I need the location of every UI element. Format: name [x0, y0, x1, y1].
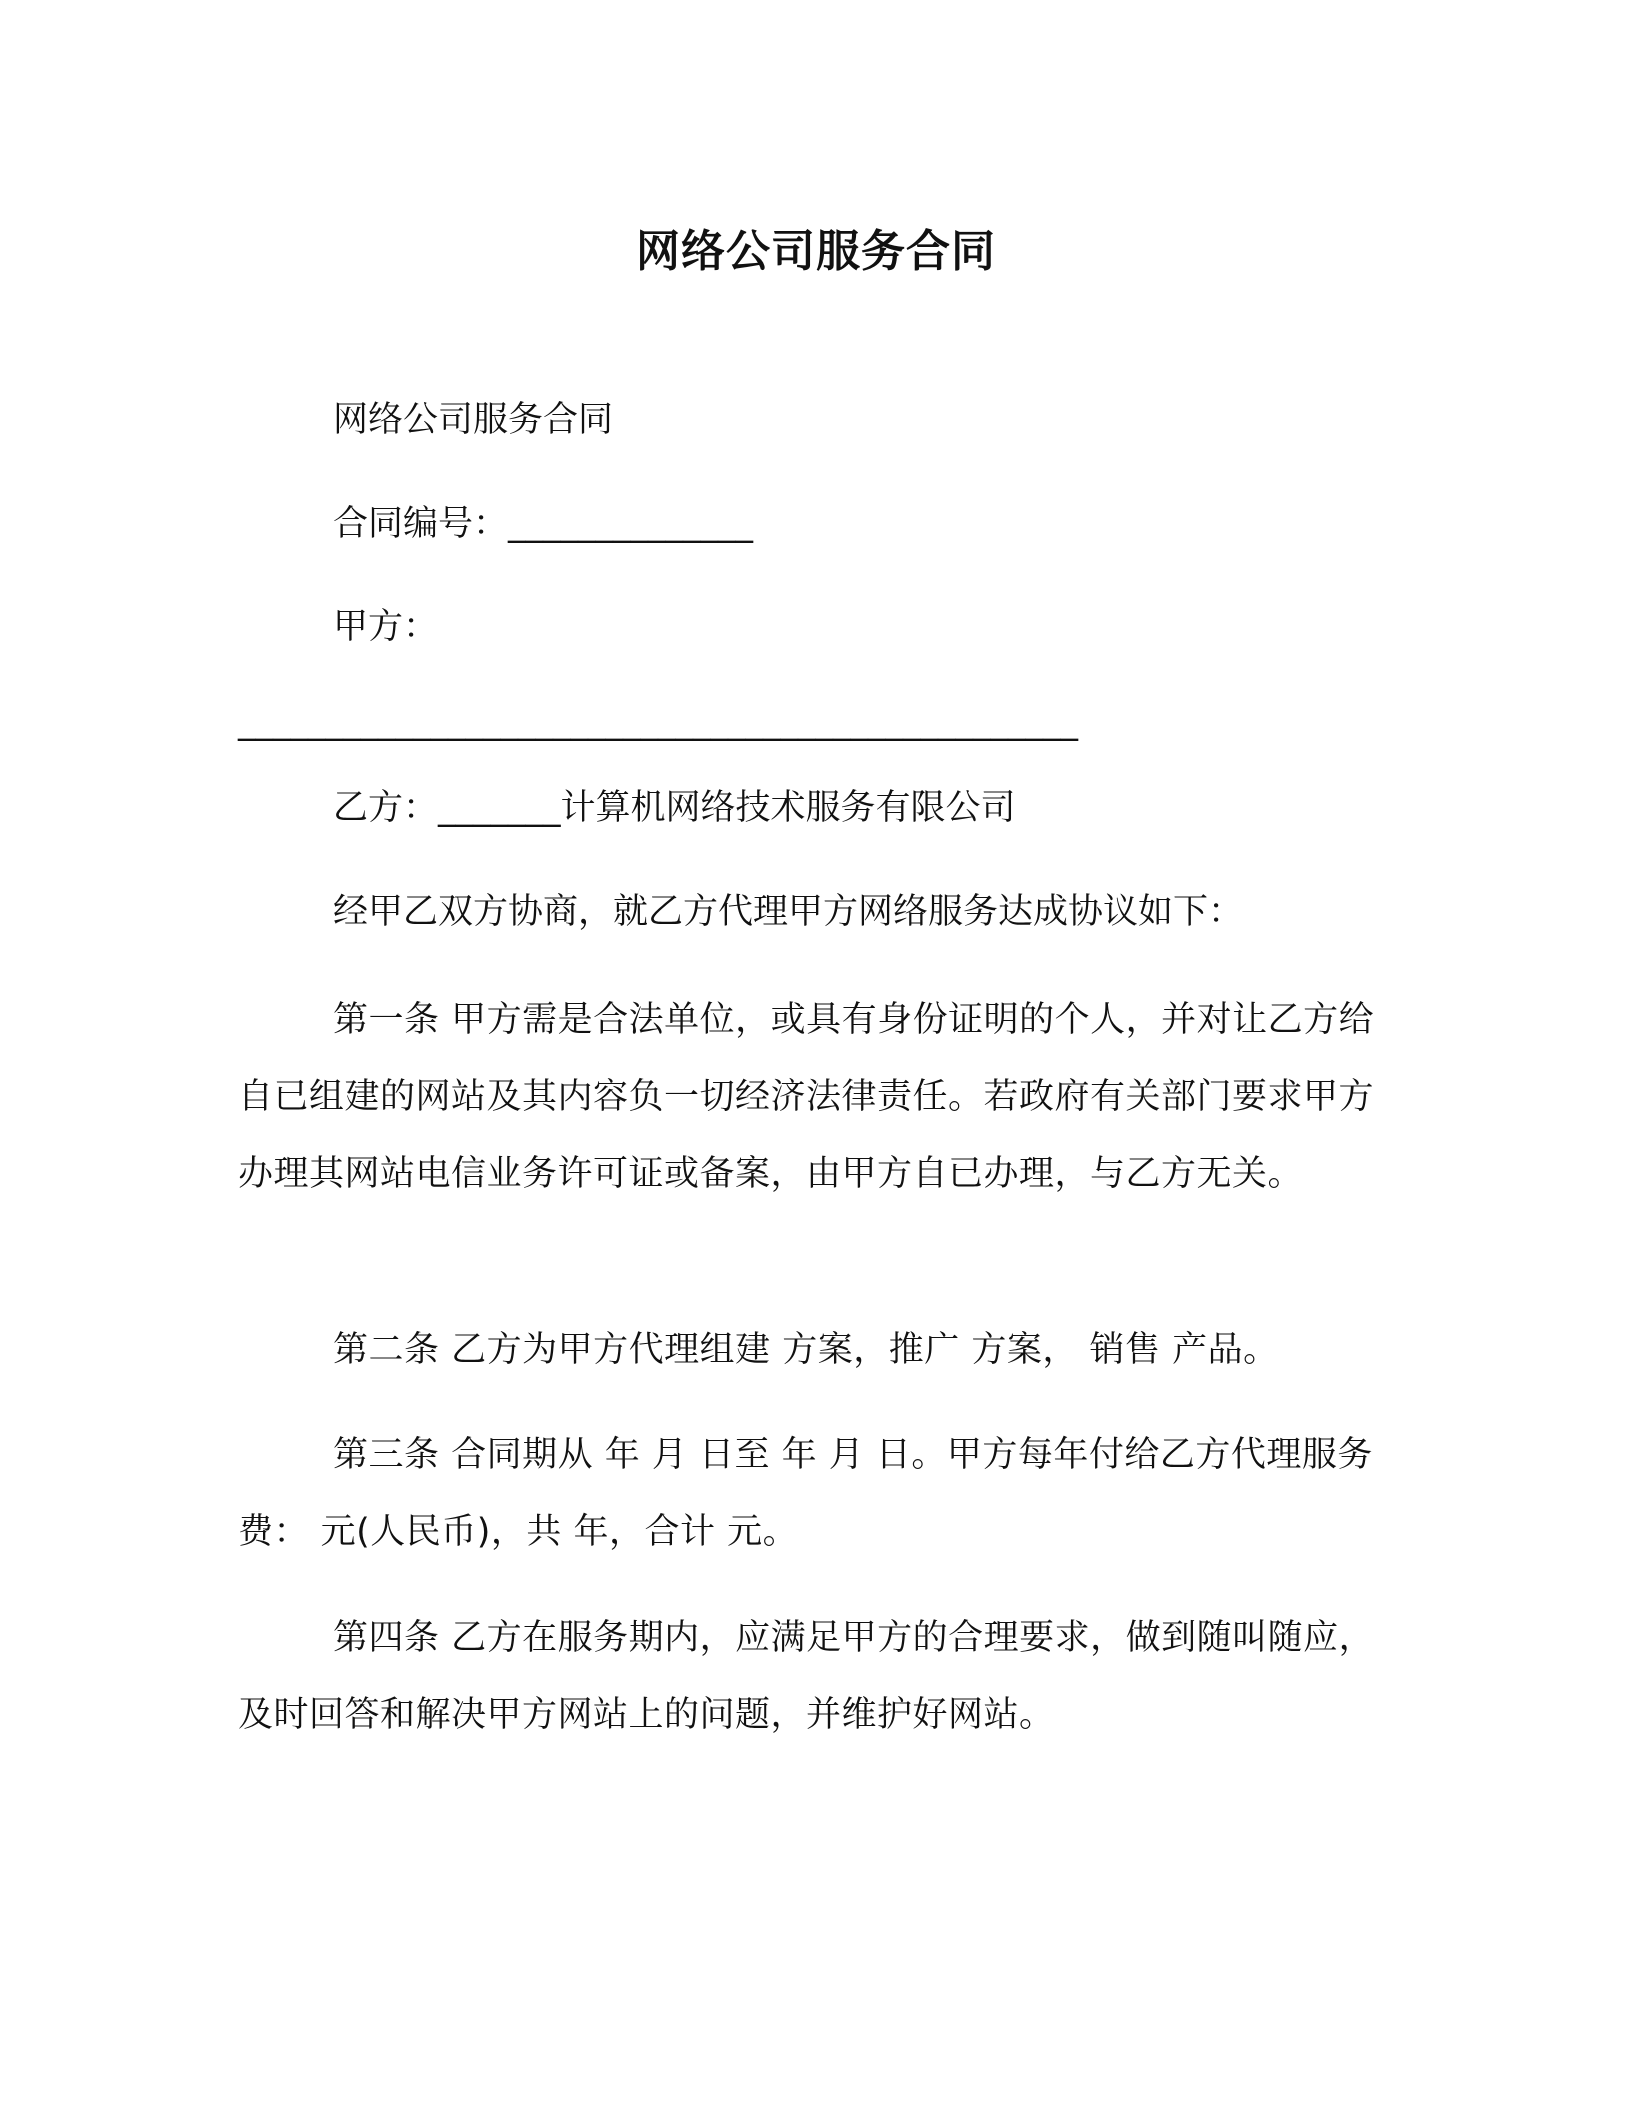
preamble: 经甲乙双方协商，就乙方代理甲方网络服务达成协议如下： [333, 892, 1244, 932]
subtitle: 网络公司服务合同 [333, 400, 614, 440]
party-a-blank: ________________________________________________ [238, 702, 1078, 742]
article-2: 第二条 乙方为甲方代理组建 方案，推广 方案， 销售 产品。 [333, 1330, 1279, 1370]
contract-number-line: 合同编号：______________ [333, 504, 754, 544]
article-4: 第四条 乙方在服务期内，应满足甲方的合理要求，做到随叫随应，及时回答和解决甲方网站上的问题，并维护好网站。 [238, 1618, 1375, 1735]
article-3: 第三条 合同期从 年 月 日至 年 月 日。甲方每年付给乙方代理服务费： 元(人民币)，共 年，合计 元。 [238, 1435, 1373, 1552]
document-title: 网络公司服务合同 [636, 226, 996, 277]
party-b-line: 乙方：_______计算机网络技术服务有限公司 [333, 788, 1016, 828]
article-1: 第一条 甲方需是合法单位，或具有身份证明的个人，并对让乙方给自已组建的网站及其内容负一切经济法律责任。若政府有关部门要求甲方办理其网站电信业务许可证或备案，由甲方自已办理，与乙方无关。 [238, 1000, 1375, 1194]
party-a-label: 甲方： [333, 607, 439, 647]
